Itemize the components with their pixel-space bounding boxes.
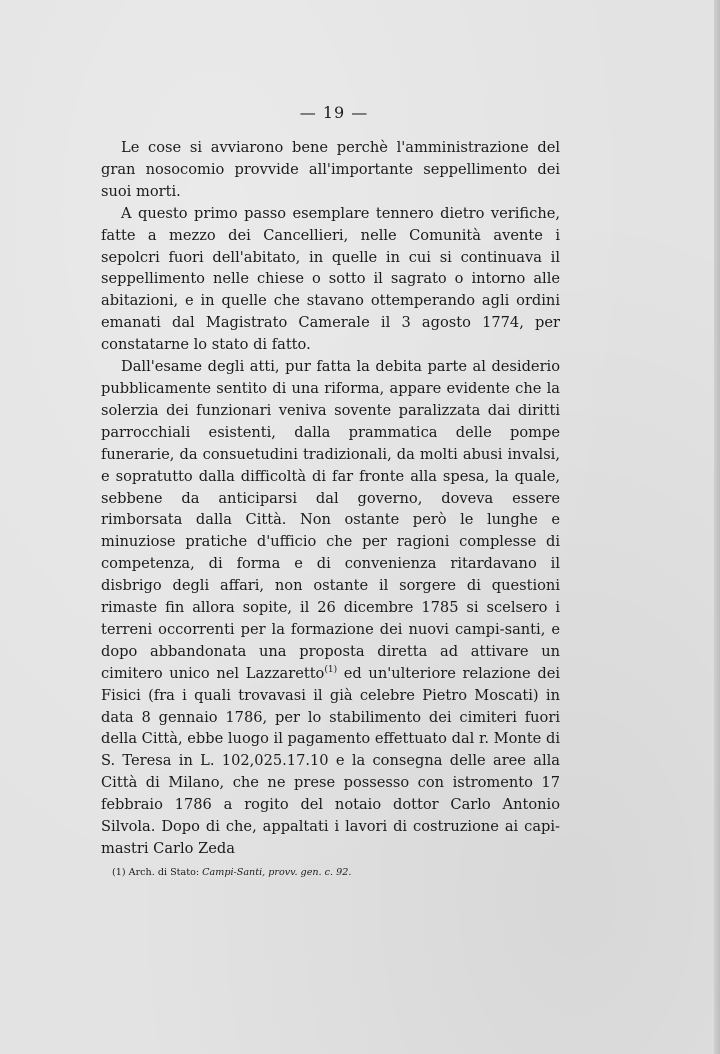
page-number: — 19 — [299,103,369,122]
paragraph-2: A questo primo passo esemplare tennero dietro verifiche, fatte a mezzo dei Cancellieri, nelle Comunità avente i sepolcri fuori dell'abitato, in quelle in cui si continuava il seppellimento nelle chiese o sotto il sagrato o intorno alle abitazioni, e in quelle che stavano ottemperando agli ordini emanati dal Magistrato Camerale il 3 agosto 1774, per constatarne lo stato di fatto. [101,204,560,354]
footnote-reference: (1) [324,664,338,675]
paragraph-3 [101,356,560,860]
body-text [101,137,560,860]
footnote [112,866,562,880]
paragraph-3-text-a: Dall'esame degli atti, pur fatta la debita parte al desiderio pubblicamente sentito di una riforma, appare evidente che la solerzia dei funzionari veniva sovente paralizzata dai diritti parrocchiali esistenti, dalla prammatica delle pompe funerarie, da consuetudini tradizionali, da molti abusi invalsi, e sopratutto dalla difficoltà di far fronte alla spesa, la quale, sebbene da anticiparsi dal governo, doveva essere rimborsata dalla Città. Non ostante però le lunghe e minuziose pratiche d'ufficio che per ragioni complesse di competenza, di forma e di convenienza ritardavano il disbrigo degli affari, non ostante il sorgere di questioni rimaste fin allora sopite, il 26 dicembre 1785 si scelsero i terreni occorrenti per la formazione dei nuovi campi-santi, e dopo abbandonata una proposta diretta ad attivare un cimitero unico nel Lazzaretto [101,358,560,682]
paragraph-3-text-b: ed un'ulteriore relazione dei Fisici (fra i quali trovavasi il già celebre Pietro Moscati) in data 8 gennaio 1786, per lo stabilimento dei cimiteri fuori della Città, ebbe luogo il pagamento effettuato dal r. Monte di S. Teresa in L. 102,025.17.10 e la consegna delle aree alla Città di Milano, che ne prese possesso con istromento 17 febbraio 1786 a rogito del notaio dottor Carlo Antonio Silvola. Dopo di che, appaltati i lavori di costruzione ai capi-mastri Carlo Zeda [101,664,560,857]
footnote-mark: (1) [112,867,126,878]
page-edge-shadow [714,0,720,1054]
paragraph-1: Le cose si avviarono bene perchè l'amministrazione del gran nosocomio provvide all'importante seppellimento dei suoi morti. [101,139,560,200]
footnote-archive: Arch. di Stato: [128,867,200,878]
footnote-source: Campi-Santi, provv. gen. c. 92. [202,867,352,878]
